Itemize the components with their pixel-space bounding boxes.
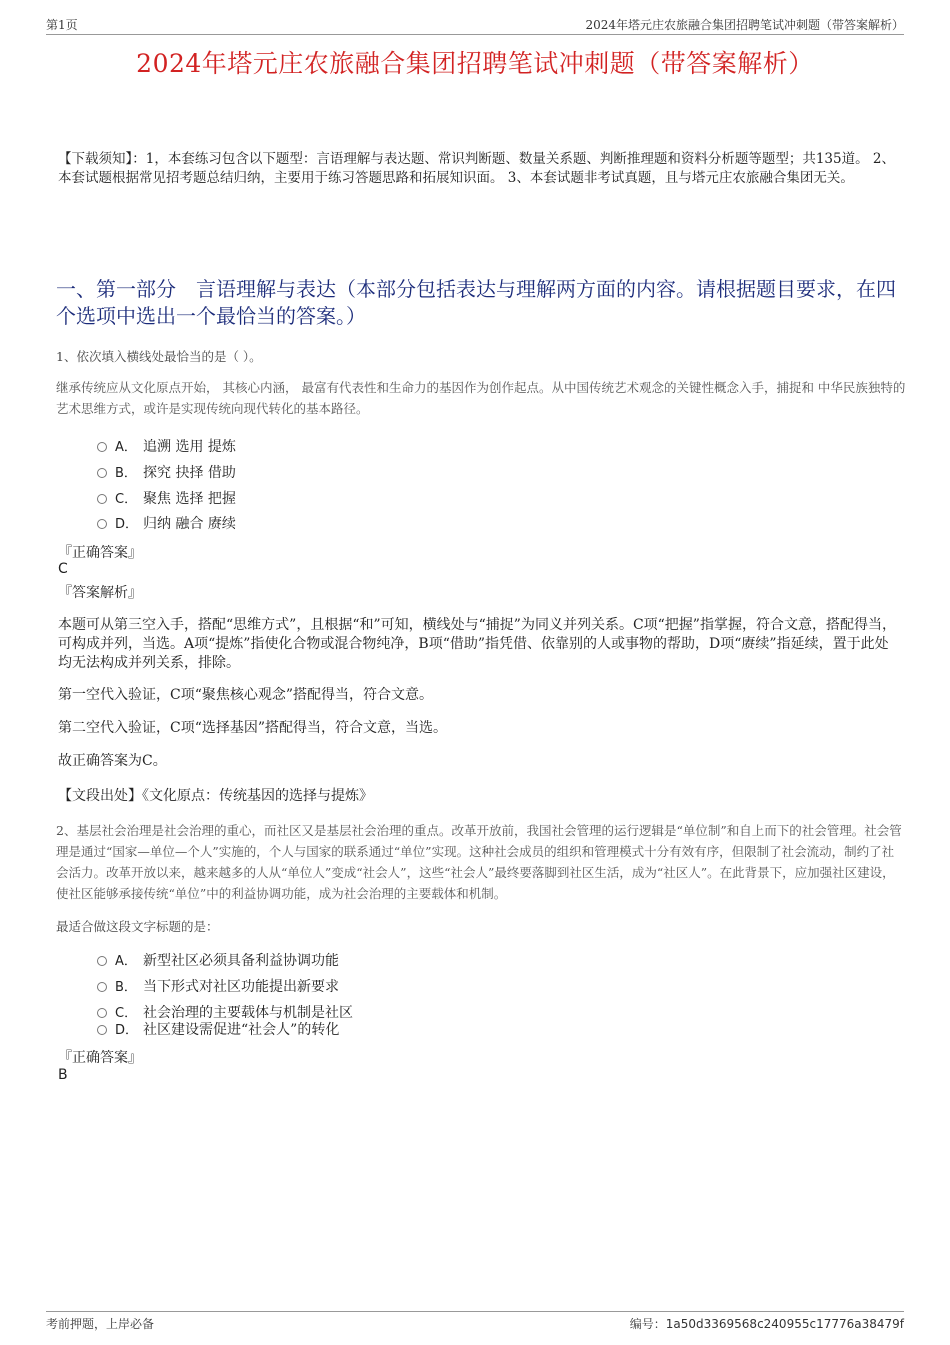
radio-icon[interactable] xyxy=(97,1008,107,1018)
question-2-passage: 2、基层社会治理是社会治理的重心，而社区又是基层社会治理的重点。改革开放前，我国社会管理的运行逻辑是“单位制”和自上而下的社会管理。社会管理是通过“国家—单位—个人”实施的，个人与国家的联系通过“单位”实现。这种社会成员的组织和管理模式十分有效有序，但限制了社会流动，制约了社会活力。改革开放以来，越来越多的人从“单位人”变成“社会人”，这些“社会人”最终要落脚到社区生活，成为“社区人”。在此背景下，应加强社区建设，使社区能够承接传统“单位”中的利益协调功能，成为社会治理的主要载体和机制。 xyxy=(56,823,902,901)
radio-icon[interactable] xyxy=(97,1025,107,1035)
header-doc-title: 2024年塔元庄农旅融合集团招聘笔试冲刺题（带答案解析） xyxy=(585,18,904,32)
q2-answer-label: 『正确答案』 xyxy=(58,1050,142,1066)
radio-icon[interactable] xyxy=(97,956,107,966)
q1-analysis-conclusion: 故正确答案为C。 xyxy=(58,753,167,769)
q1-answer-label: 『正确答案』 xyxy=(58,545,142,561)
radio-icon[interactable] xyxy=(97,519,107,529)
footer-slogan: 考前押题，上岸必备 xyxy=(46,1317,155,1331)
q1-option-c[interactable]: C． 聚焦 选择 把握 xyxy=(97,488,236,508)
q2-option-c[interactable]: C． 社会治理的主要载体与机制是社区 xyxy=(97,1002,353,1022)
q1-answer: C xyxy=(58,561,68,577)
q1-analysis-label: 『答案解析』 xyxy=(58,585,142,601)
question-1-passage: 继承传统应从文化原点开始， 其核心内涵， 最富有代表性和生命力的基因作为创作起点。从中国传统艺术观念的关键性概念入手，捕捉和 中华民族独特的艺术思维方式，或许是实现传统向现代转化的基本路径。 xyxy=(56,380,906,416)
radio-icon[interactable] xyxy=(97,442,107,452)
document-title: 2024年塔元庄农旅融合集团招聘笔试冲刺题（带答案解析） xyxy=(136,49,814,78)
q2-answer: B xyxy=(58,1067,68,1083)
question-1-stem: 1、依次填入横线处最恰当的是（ ）。 xyxy=(56,349,262,364)
q1-analysis-paragraph: 第一空代入验证，C项“聚焦核心观念”搭配得当，符合文意。 xyxy=(58,687,434,703)
q2-option-b[interactable]: B． 当下形式对社区功能提出新要求 xyxy=(97,976,339,996)
page-header xyxy=(46,14,904,35)
radio-icon[interactable] xyxy=(97,494,107,504)
radio-icon[interactable] xyxy=(97,468,107,478)
radio-icon[interactable] xyxy=(97,982,107,992)
q2-option-a[interactable]: A． 新型社区必须具备利益协调功能 xyxy=(97,950,339,970)
q1-option-b[interactable]: B． 探究 抉择 借助 xyxy=(97,462,236,482)
page-footer xyxy=(46,1311,904,1332)
q1-analysis-paragraph: 第二空代入验证，C项“选择基因”搭配得当，符合文意，当选。 xyxy=(58,720,448,736)
download-notice: 【下载须知】：1，本套练习包含以下题型：言语理解与表达题、常识判断题、数量关系题、判断推理题和资料分析题等题型；共135道。 2、本套试题根据常见招考题总结归纳，主要用于练习答题思路和拓展知识面。 3、本套试题非考试真题，且与塔元庄农旅融合集团无关。 xyxy=(58,151,895,186)
page-number: 第1页 xyxy=(46,18,78,32)
q1-option-a[interactable]: A． 追溯 选用 提炼 xyxy=(97,436,236,456)
q1-analysis-paragraph: 本题可从第三空入手，搭配“思维方式”，且根据“和”可知，横线处与“捕捉”为同义并列关系。C项“把握”指掌握，符合文意，搭配得当，可构成并列，当选。A项“提炼”指使化合物或混合物纯净，B项“借助”指凭借、依靠别的人或事物的帮助，D项“赓续”指延续，置于此处均无法构成并列关系，排除。 xyxy=(58,617,896,671)
q1-source: 【文段出处】《文化原点：传统基因的选择与提炼》 xyxy=(58,788,373,804)
footer-code: 编号：1a50d3369568c240955c17776a38479f xyxy=(629,1317,904,1331)
section-title: 一、第一部分 言语理解与表达（本部分包括表达与理解两方面的内容。请根据题目要求，在四个选项中选出一个最恰当的答案。） xyxy=(56,277,896,328)
question-2-stem: 最适合做这段文字标题的是： xyxy=(56,919,219,934)
q2-option-d[interactable]: D． 社区建设需促进“社会人”的转化 xyxy=(97,1019,339,1039)
q1-option-d[interactable]: D． 归纳 融合 赓续 xyxy=(97,513,236,533)
